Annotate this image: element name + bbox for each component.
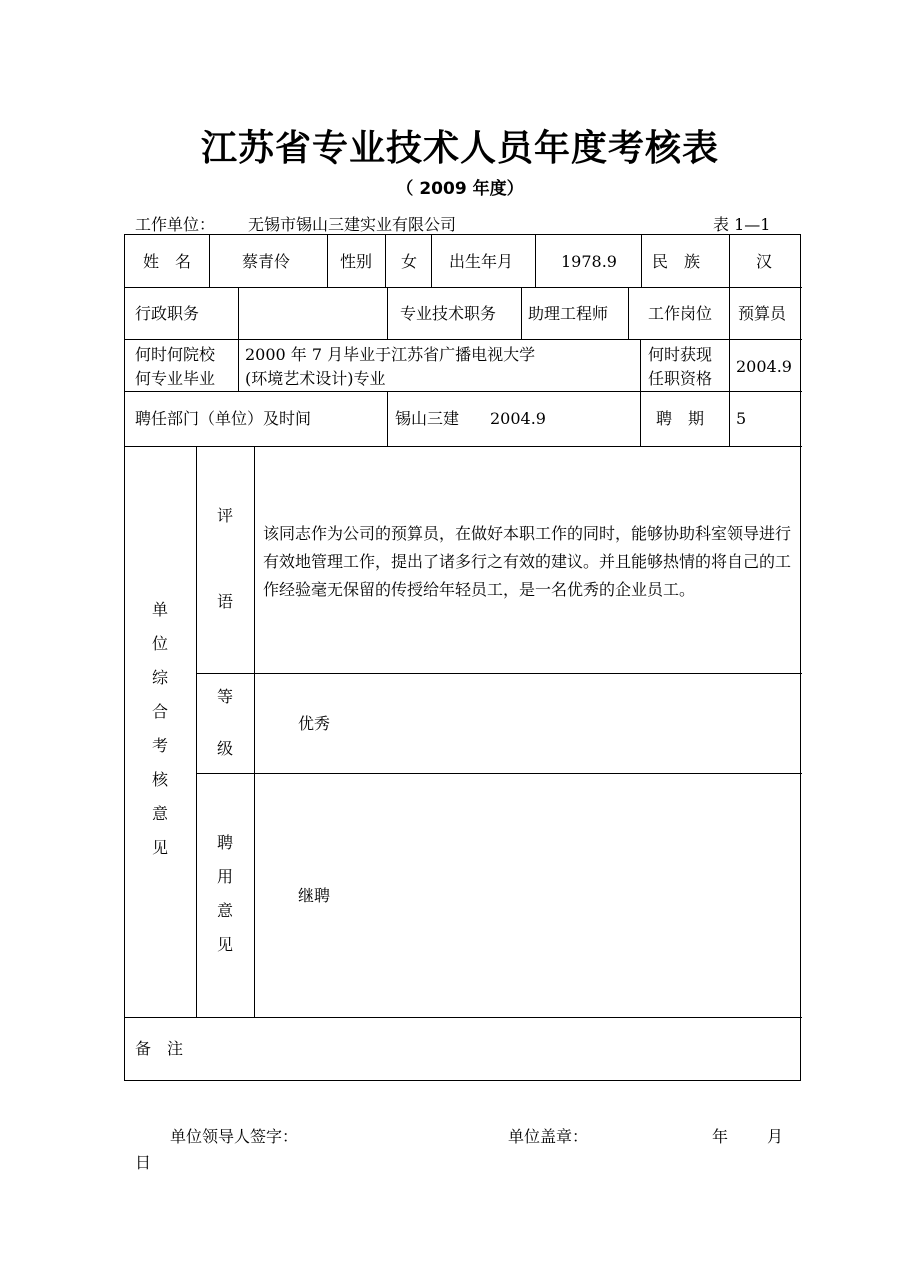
row-divider bbox=[196, 773, 802, 774]
row-divider bbox=[125, 339, 802, 340]
col-divider bbox=[729, 391, 730, 446]
admin-position-label: 行政职务 bbox=[135, 304, 200, 323]
ethnic-label: 民 族 bbox=[652, 252, 701, 271]
name-value: 蔡青伶 bbox=[242, 252, 291, 271]
hire-label-char: 见 bbox=[216, 935, 233, 954]
qualification-label: 任职资格 bbox=[648, 369, 713, 388]
col-divider bbox=[640, 391, 641, 446]
col-divider bbox=[238, 287, 239, 339]
section-char: 见 bbox=[151, 838, 168, 857]
row-divider bbox=[125, 446, 802, 447]
col-divider bbox=[254, 446, 255, 1017]
row-divider bbox=[125, 391, 802, 392]
hire-value: 继聘 bbox=[298, 886, 331, 905]
col-divider bbox=[238, 339, 239, 391]
graduation-label: 何时何院校 bbox=[135, 345, 216, 364]
col-divider bbox=[385, 235, 386, 287]
row-divider bbox=[125, 287, 802, 288]
qualification-value: 2004.9 bbox=[736, 357, 792, 376]
section-char: 位 bbox=[151, 634, 168, 653]
col-divider bbox=[387, 287, 388, 339]
col-divider bbox=[640, 339, 641, 391]
date-day: 日 bbox=[135, 1153, 152, 1172]
col-divider bbox=[729, 235, 730, 287]
col-divider bbox=[641, 235, 642, 287]
col-divider bbox=[196, 446, 197, 1017]
date-year: 年 bbox=[712, 1127, 729, 1146]
col-divider bbox=[521, 287, 522, 339]
birth-label: 出生年月 bbox=[449, 252, 514, 271]
job-post-label: 工作岗位 bbox=[648, 304, 713, 323]
tech-position-label: 专业技术职务 bbox=[400, 304, 497, 323]
grade-label-char: 等 bbox=[216, 687, 233, 706]
gender-label: 性别 bbox=[340, 252, 373, 271]
name-label: 姓 名 bbox=[143, 252, 192, 271]
date-month: 月 bbox=[767, 1127, 784, 1146]
graduation-value: 2000 年 7 月毕业于江苏省广播电视大学 bbox=[245, 345, 536, 364]
section-char: 考 bbox=[151, 736, 168, 755]
qualification-label: 何时获现 bbox=[648, 345, 713, 364]
form-title: 江苏省专业技术人员年度考核表 bbox=[200, 128, 719, 169]
grade-value: 优秀 bbox=[298, 714, 331, 733]
grade-label-char: 级 bbox=[216, 739, 233, 758]
work-unit-value: 无锡市锡山三建实业有限公司 bbox=[248, 215, 457, 234]
col-divider bbox=[535, 235, 536, 287]
graduation-value: (环境艺术设计)专业 bbox=[245, 369, 386, 388]
hiring-dept-label: 聘任部门（单位）及时间 bbox=[135, 409, 312, 428]
table-number: 表 1—1 bbox=[713, 215, 771, 234]
tech-position-value: 助理工程师 bbox=[528, 304, 609, 323]
leader-signature-label: 单位领导人签字： bbox=[170, 1127, 299, 1146]
term-label: 聘 期 bbox=[656, 409, 705, 428]
graduation-label: 何专业毕业 bbox=[135, 369, 216, 388]
hiring-date: 2004.9 bbox=[490, 409, 546, 428]
col-divider bbox=[209, 235, 210, 287]
hiring-dept-value: 锡山三建 bbox=[395, 409, 460, 428]
col-divider bbox=[387, 391, 388, 446]
col-divider bbox=[628, 287, 629, 339]
col-divider bbox=[729, 339, 730, 391]
col-divider bbox=[431, 235, 432, 287]
row-divider bbox=[196, 673, 802, 674]
comment-text: 该同志作为公司的预算员，在做好本职工作的同时，能够协助科室领导进行有效地管理工作，提出了诸多行之有效的建议。并且能够热情的将自己的工作经验毫无保留的传授给年轻员工，是一名优秀的企业员工。 bbox=[263, 524, 792, 599]
job-post-value: 预算员 bbox=[738, 304, 787, 323]
term-value: 5 bbox=[736, 409, 747, 428]
col-divider bbox=[729, 287, 730, 339]
ethnic-value: 汉 bbox=[756, 252, 773, 271]
section-char: 核 bbox=[151, 770, 168, 789]
work-unit-label: 工作单位： bbox=[135, 215, 216, 234]
hire-label-char: 用 bbox=[216, 867, 233, 886]
birth-value: 1978.9 bbox=[561, 252, 617, 271]
comment-label-char: 语 bbox=[216, 592, 233, 611]
col-divider bbox=[327, 235, 328, 287]
section-char: 意 bbox=[151, 804, 168, 823]
hire-label-char: 意 bbox=[216, 901, 233, 920]
comment-label-char: 评 bbox=[216, 506, 233, 525]
remark-label: 备 注 bbox=[135, 1039, 184, 1058]
form-year: （ 2009 年度） bbox=[396, 179, 524, 199]
gender-value: 女 bbox=[401, 252, 418, 271]
row-divider bbox=[125, 1017, 802, 1018]
section-char: 合 bbox=[151, 702, 168, 721]
hire-label-char: 聘 bbox=[216, 833, 233, 852]
section-char: 单 bbox=[151, 600, 168, 619]
section-char: 综 bbox=[151, 668, 168, 687]
unit-stamp-label: 单位盖章： bbox=[508, 1127, 589, 1146]
